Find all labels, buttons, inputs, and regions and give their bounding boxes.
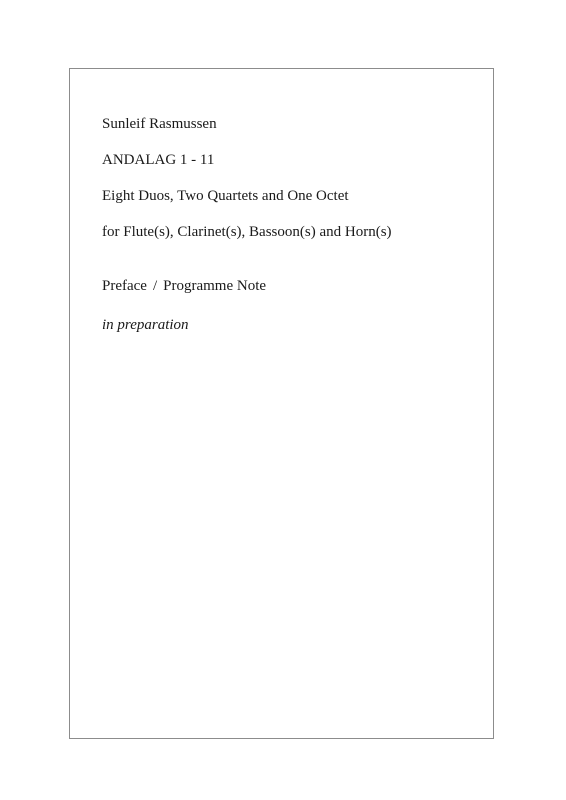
work-subtitle: Eight Duos, Two Quartets and One Octet — [102, 188, 349, 204]
work-title: ANDALAG 1 - 11 — [102, 152, 215, 168]
status-text: in preparation — [102, 317, 189, 333]
section-separator: / — [152, 278, 158, 294]
preface-label: Preface — [102, 278, 147, 294]
document-page — [69, 68, 494, 739]
programme-note-label: Programme Note — [163, 278, 267, 294]
composer-name: Sunleif Rasmussen — [102, 116, 217, 132]
section-heading — [102, 279, 266, 294]
instrumentation: for Flute(s), Clarinet(s), Bassoon(s) and Horn(s) — [102, 224, 392, 240]
